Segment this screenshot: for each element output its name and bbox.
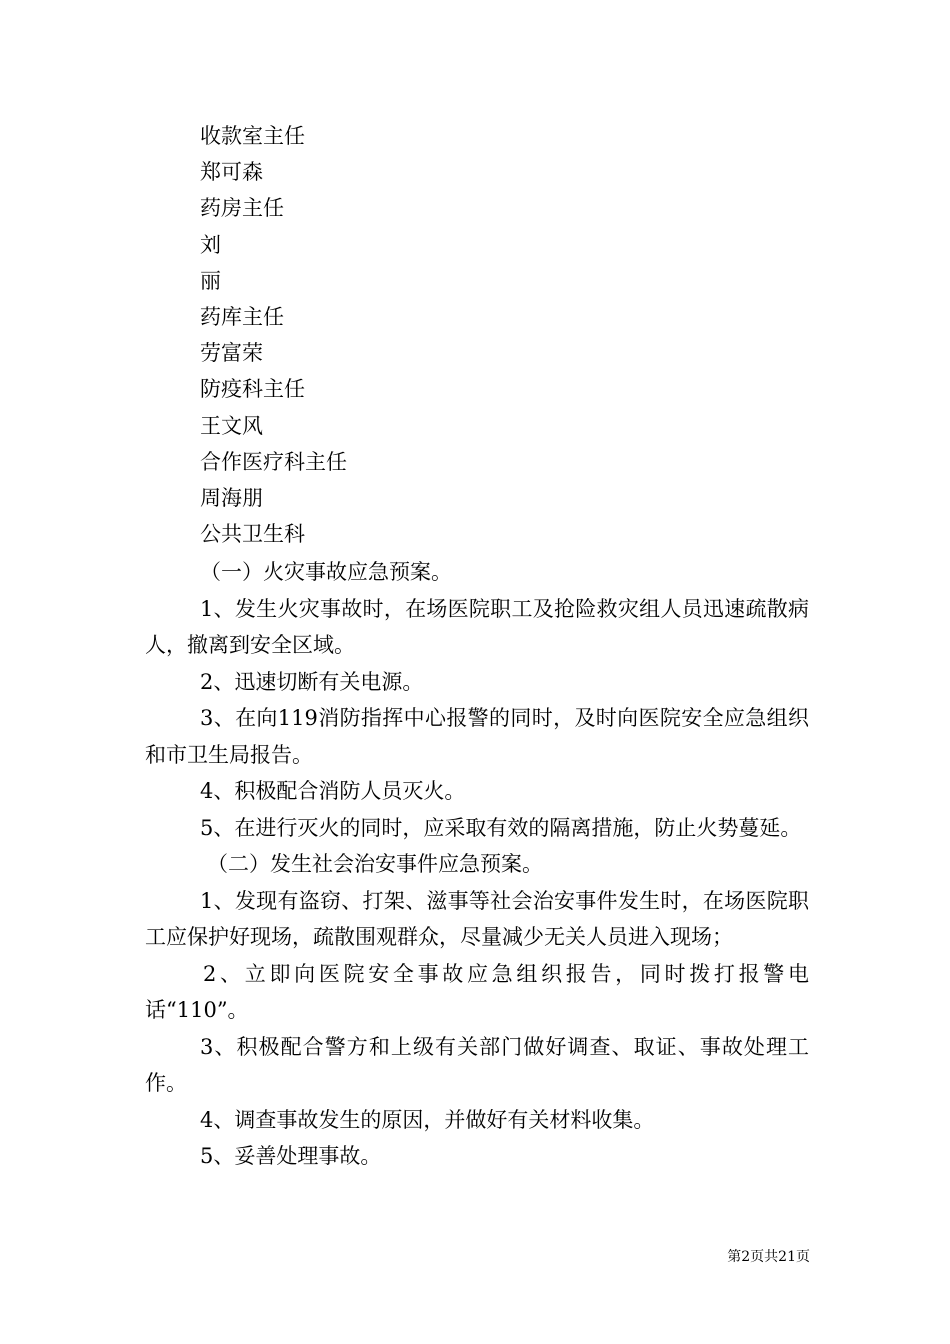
paragraph: 4、积极配合消防人员灭火。 bbox=[200, 779, 466, 803]
paragraph: 5、在进行灭火的同时，应采取有效的隔离措施，防止火势蔓延。 bbox=[200, 815, 802, 840]
section-heading-fire: （一）火灾事故应急预案。 bbox=[200, 560, 452, 584]
document-body bbox=[145, 554, 809, 1175]
roster-line: 刘 bbox=[200, 232, 221, 257]
paragraph: 1、发现有盗窃、打架、滋事等社会治安事件发生时，在场医院职工应保护好现场，疏散围观群众，尽量减少无关人员进入现场； bbox=[145, 888, 809, 949]
page-number: 第2页共21页 bbox=[727, 1249, 810, 1265]
paragraph: 1、发生火灾事故时，在场医院职工及抢险救灾组人员迅速疏散病人，撤离到安全区域。 bbox=[145, 596, 809, 657]
roster-line: 周海朋 bbox=[200, 485, 263, 510]
paragraph: 3、积极配合警方和上级有关部门做好调查、取证、事故处理工作。 bbox=[145, 1034, 809, 1095]
paragraph: 4、调查事故发生的原因，并做好有关材料收集。 bbox=[200, 1107, 655, 1132]
roster-line: 药房主任 bbox=[200, 196, 284, 221]
paragraph: 2、迅速切断有关电源。 bbox=[200, 669, 424, 694]
roster-line: 王文风 bbox=[200, 413, 263, 438]
section-heading-security: （二）发生社会治安事件应急预案。 bbox=[207, 852, 543, 876]
staff-roster bbox=[200, 118, 347, 552]
paragraph: 2、立即向医院安全事故应急组织报告，同时拨打报警电话“110”。 bbox=[145, 961, 809, 1022]
roster-line: 郑可森 bbox=[200, 160, 263, 185]
roster-line: 丽 bbox=[200, 268, 221, 293]
paragraph: 5、妥善处理事故。 bbox=[200, 1144, 382, 1168]
roster-line: 药库主任 bbox=[200, 304, 284, 329]
roster-line: 劳富荣 bbox=[200, 341, 263, 366]
roster-line: 合作医疗科主任 bbox=[200, 449, 347, 474]
roster-line: 收款室主任 bbox=[200, 124, 305, 148]
paragraph: 3、在向119消防指挥中心报警的同时，及时向医院安全应急组织和市卫生局报告。 bbox=[145, 706, 809, 767]
roster-line: 公共卫生科 bbox=[200, 522, 305, 547]
roster-line: 防疫科主任 bbox=[200, 377, 305, 402]
